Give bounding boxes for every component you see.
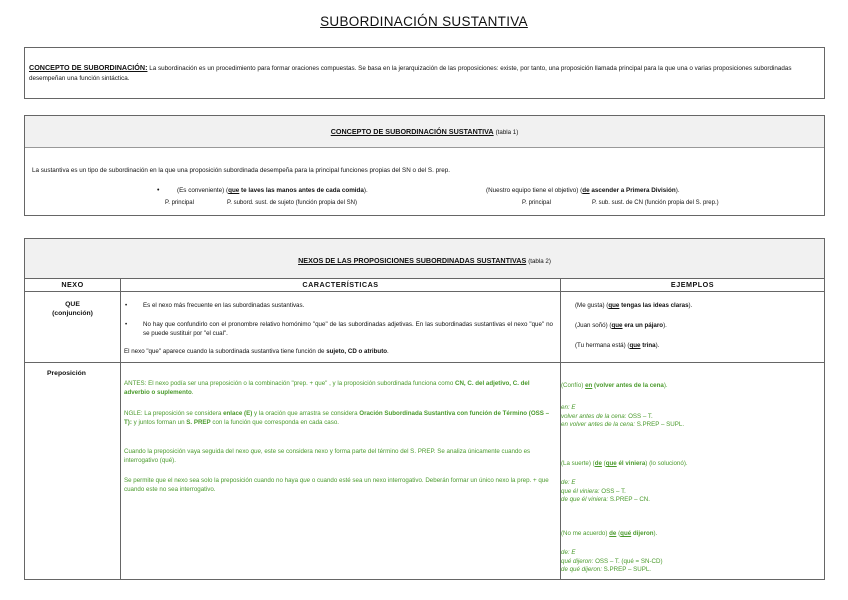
tabla-1-ex1-subord-label: P. subord. sust. de sujeto (función propia del SN) [227, 200, 357, 206]
prep-parrafo-3: Cuando la preposición vaya seguida del nexo que, este se considera nexo y forma parte del término del S. PREP. Se analiza únicamente cuando es interrogativo (qué). [124, 448, 531, 464]
divider [25, 291, 824, 292]
page-title: SUBORDINACIÓN SUSTANTIVA [320, 14, 528, 29]
divider [25, 362, 824, 363]
que-caracteristica-3: El nexo "que" aparece cuando la subordinada sustantiva tiene función de sujeto, CD o atributo. [124, 348, 389, 355]
tabla-1-tag: (tabla 1) [495, 129, 519, 136]
que-ejemplo-1: (Me gusta) (que tengas las ideas claras). [575, 302, 693, 309]
concepto-label: CONCEPTO DE SUBORDINACIÓN: [29, 63, 148, 72]
prep-ejemplo-1-analisis: en: E volver antes de la cena: OSS – T. en volver antes de la cena: S.PREP – SUPL. [561, 404, 685, 428]
prep-parrafo-4: Se permite que el nexo sea solo la preposición cuando no haya que o cuando esté sea un nexo interrogativo. Deberán formar un único nexo la prep. + que cuando este no sea interrogativo. [124, 477, 549, 493]
que-caracteristica-2: No hay que confundirlo con el pronombre relativo homónimo "que" de las subordinadas adjetivas. En las subordinadas sustantivas el nexo "que" no se puede sustituir por "el cual". [143, 321, 553, 337]
tabla-2-title: NEXOS DE LAS PROPOSICIONES SUBORDINADAS SUSTANTIVAS [298, 256, 527, 265]
prep-ejemplo-2-analisis: de: E que él viniera: OSS – T. de que él viniera: S.PREP – CN. [561, 479, 650, 503]
bullet-icon: • [125, 302, 128, 309]
prep-parrafo-1: ANTES: El nexo podía ser una preposición o la combinación "prep. + que" , y la proposición subordinada funciona como CN, C. del adjetivo, C. del adverbio o suplemento. [124, 380, 530, 396]
nexo-preposicion-label: Preposición [47, 370, 86, 377]
prep-ejemplo-3-analisis: de: E qué dijeron: OSS – T. (qué = SN-CD) de qué dijeron: S.PREP – SUPL. [561, 549, 663, 573]
tabla-1 [24, 115, 825, 216]
tabla-1-definition: La sustantiva es un tipo de subordinación en la que una proposición subordinada desempeña para la principal funciones propias del SN o del S. prep. [32, 167, 450, 174]
prep-ejemplo-2: (La suerte) (de (que él viniera) (lo solucionó). [561, 460, 688, 467]
que-ejemplo-3: (Tu hermana está) (que trina). [575, 342, 660, 349]
prep-ejemplo-1: (Confío) en (volver antes de la cena). [561, 382, 668, 389]
que-ejemplo-2: (Juan soñó) (que era un pájaro). [575, 322, 667, 329]
column-header-nexo: NEXO [61, 280, 84, 289]
column-header-ejemplos: EJEMPLOS [670, 280, 715, 289]
tabla-2 [24, 238, 825, 580]
prep-parrafo-2: NGLE: La preposición se considera enlace (E) y la oración que arrastra se considera Oración Subordinada Sustantiva con función de Término (OSS – T): y juntos forman un S. PREP con la función que corresponda en cada caso. [124, 410, 550, 426]
tabla-1-header [25, 116, 824, 148]
tabla-1-ex2-principal-label: P. principal [522, 200, 551, 206]
prep-ejemplo-3: (No me acuerdo) de (qué dijeron). [561, 530, 658, 537]
concepto-subordinacion-box [24, 47, 825, 99]
nexo-que-label: QUE (conjunción) [52, 301, 93, 317]
tabla-1-example-1: (Es conveniente) (que te laves las manos antes de cada comida). [177, 187, 368, 194]
column-header-caracteristicas: CARACTERÍSTICAS [302, 280, 379, 289]
que-caracteristica-1: Es el nexo más frecuente en las subordinadas sustantivas. [143, 302, 305, 309]
tabla-1-ex1-principal-label: P. principal [165, 200, 194, 206]
tabla-2-header [25, 239, 824, 278]
tabla-1-title: CONCEPTO DE SUBORDINACIÓN SUSTANTIVA [330, 127, 494, 136]
bullet-icon: • [157, 187, 160, 194]
concepto-subordinacion-text [29, 63, 819, 83]
bullet-icon: • [125, 321, 128, 328]
tabla-1-example-2: (Nuestro equipo tiene el objetivo) (de ascender a Primera División). [486, 187, 680, 194]
tabla-1-ex2-subord-label: P. sub. sust. de CN (función propia del S. prep.) [592, 200, 719, 206]
divider [120, 278, 121, 580]
concepto-body: La subordinación es un procedimiento para formar oraciones compuestas. Se basa en la jerarquización de las proposiciones: existe, por tanto, una proposición llamada principal para la que una o varias proposiciones subordinadas desempeñan una función sintáctica. [29, 65, 792, 82]
tabla-2-tag: (tabla 2) [528, 258, 551, 265]
